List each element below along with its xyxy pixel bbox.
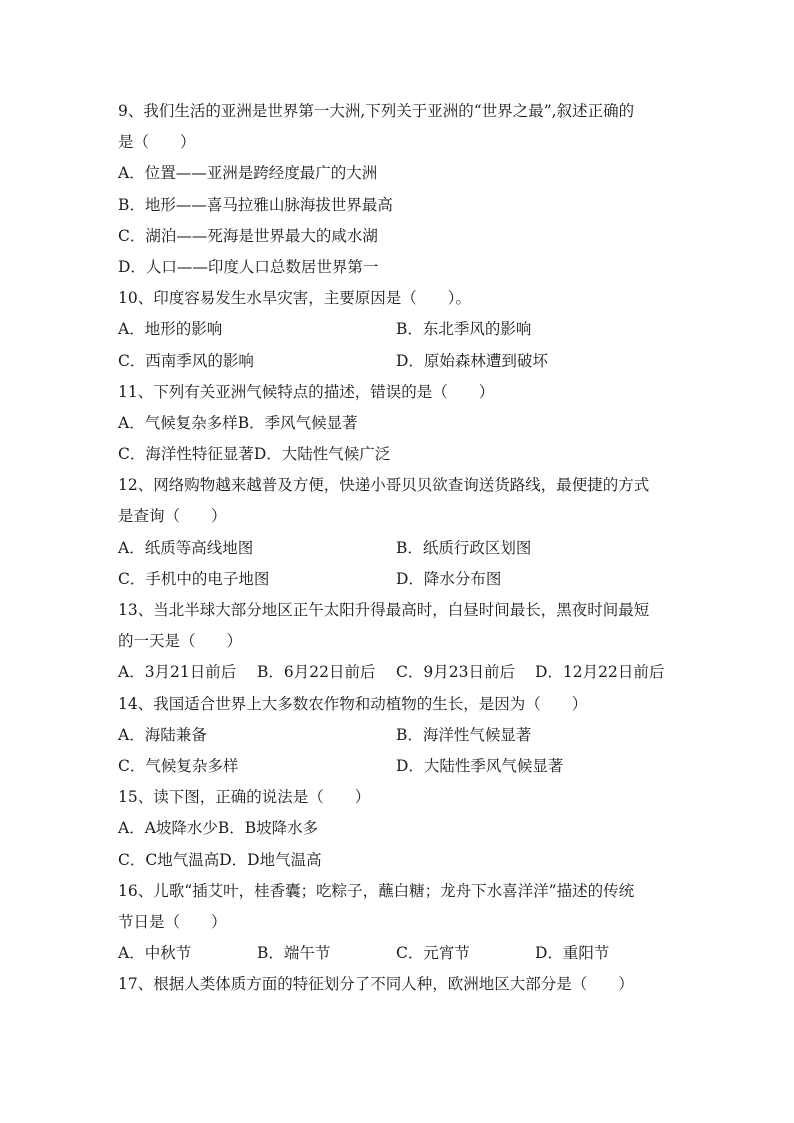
question-14-options-row-2 (118, 751, 678, 782)
question-12-option-a: A．纸质等高线地图 (118, 538, 254, 557)
question-10-option-c: C．西南季风的影响 (118, 351, 254, 370)
question-16-options-row (118, 938, 678, 969)
question-9-option-c: C．湖泊——死海是世界最大的咸水湖 (118, 226, 378, 245)
question-10-option-d: D．原始森林遭到破坏 (396, 351, 548, 370)
question-15-options-cd: C．C地气温高D．D地气温高 (118, 850, 322, 869)
question-11-options-cd: C．海洋性特征显著D．大陆性气候广泛 (118, 445, 391, 464)
question-11-options-ab: A．气候复杂多样B．季风气候显著 (118, 413, 358, 432)
question-16-option-b: B．端午节 (257, 944, 331, 963)
question-9-option-b: B．地形——喜马拉雅山脉海拔世界最高 (118, 195, 393, 214)
question-11-stem: 11、下列有关亚洲气候特点的描述，错误的是（ ） (118, 382, 495, 401)
question-14-option-a: A．海陆兼备 (118, 725, 207, 744)
question-12-options-row-2 (118, 564, 678, 595)
question-16-option-c: C．元宵节 (396, 944, 470, 963)
question-12-stem-line-1: 12、网络购物越来越普及方便，快递小哥贝贝欲查询送货路线，最便捷的方式 (118, 476, 650, 495)
question-12-option-b: B．纸质行政区划图 (396, 538, 532, 557)
question-16-stem-line-2: 节日是（ ） (118, 912, 227, 931)
question-16-stem-line-1: 16、儿歌“插艾叶，桂香囊；吃粽子，蘸白糖；龙舟下水喜洋洋”描述的传统 (118, 881, 635, 900)
question-10-option-a: A．地形的影响 (118, 320, 223, 339)
question-14-stem: 14、我国适合世界上大多数农作物和动植物的生长，是因为（ ） (118, 694, 588, 713)
question-9-stem-line-2: 是（ ） (118, 133, 196, 152)
question-13-stem-line-1: 13、当北半球大部分地区正午太阳升得最高时，白昼时间最长，黑夜时间最短 (118, 601, 650, 619)
question-13-option-c: C．9月23日前后 (396, 663, 515, 682)
question-12-stem-line-2: 是查询（ ） (118, 507, 227, 526)
question-12-option-d: D．降水分布图 (396, 569, 502, 588)
question-14-option-c: C．气候复杂多样 (118, 756, 239, 775)
question-10-option-b: B．东北季风的影响 (396, 320, 532, 339)
question-13-option-d: D．12月22日前后 (535, 663, 665, 682)
question-9-stem-line-1: 9、我们生活的亚洲是世界第一大洲,下列关于亚洲的“世界之最”,叙述正确的 (118, 102, 635, 120)
question-10-stem: 10、印度容易发生水旱灾害，主要原因是（ ）。 (118, 289, 471, 308)
question-13-option-a: A．3月21日前后 (118, 663, 237, 682)
question-12-option-c: C．手机中的电子地图 (118, 569, 270, 588)
question-13-option-b: B．6月22日前后 (257, 663, 376, 682)
question-15-stem: 15、读下图，正确的说法是（ ） (118, 788, 371, 807)
question-14-option-d: D．大陆性季风气候显著 (396, 756, 564, 775)
question-13-options-row (118, 657, 678, 688)
question-14-option-b: B．海洋性气候显著 (396, 725, 532, 744)
question-9-option-d: D．人口——印度人口总数居世界第一 (118, 257, 379, 276)
question-9-option-a: A．位置——亚洲是跨经度最广的大洲 (118, 164, 378, 183)
question-10-options-row-1 (118, 314, 678, 345)
question-13-stem-line-2: 的一天是（ ） (118, 632, 243, 651)
question-list (118, 96, 678, 1000)
question-16-option-a: A．中秋节 (118, 944, 192, 963)
question-10-options-row-2 (118, 346, 678, 377)
question-17-stem: 17、根据人类体质方面的特征划分了不同人种，欧洲地区大部分是（ ） (118, 975, 634, 994)
question-12-options-row-1 (118, 533, 678, 564)
question-16-option-d: D．重阳节 (535, 944, 610, 963)
question-15-options-ab: A．A坡降水少B．B坡降水多 (118, 819, 319, 838)
question-14-options-row-1 (118, 720, 678, 751)
